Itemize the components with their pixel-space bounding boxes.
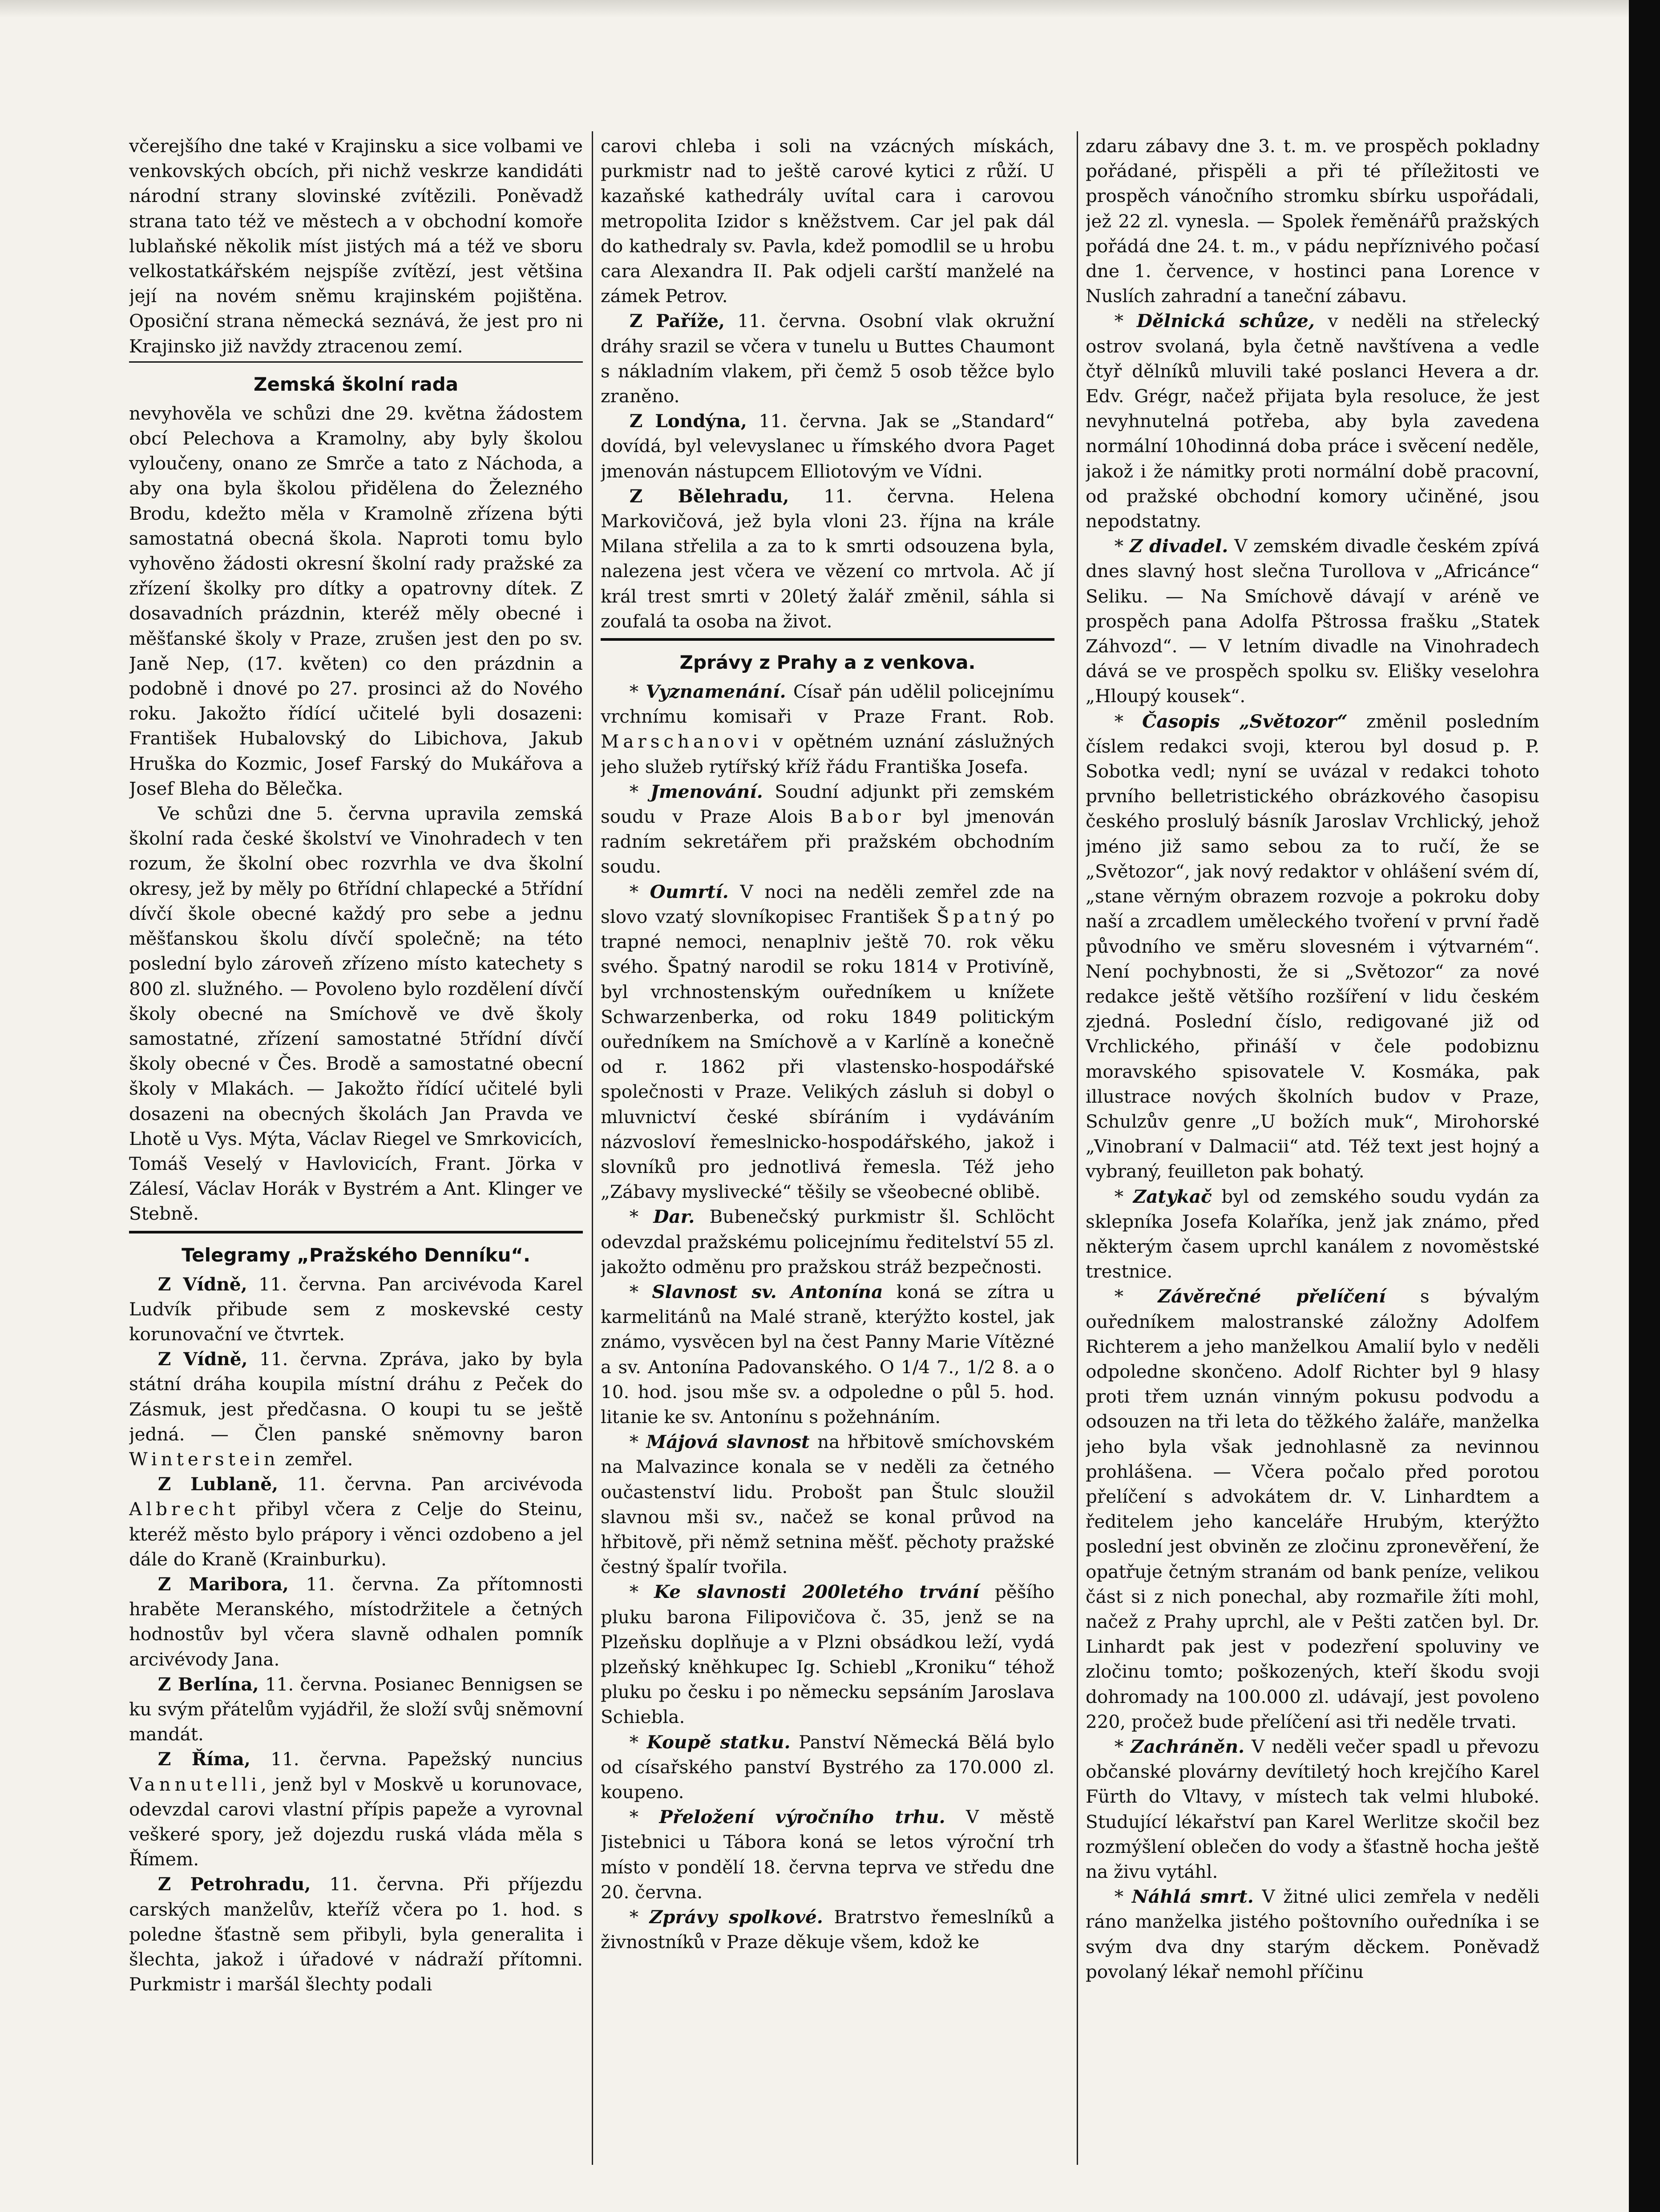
- telegram-place: Z Paříže,: [629, 310, 725, 332]
- news-text: koná se zítra u karmelitánů na Malé straně, kterýžto kostel, jak známo, vysvěcen byl na čest Panny Marie Vítězné a sv. Antonína Padovanského. O 1/4 7., 1/2 8. a o 10. hod. jsou mše sv. a odpoledne o půl 5. hod. litanie ke sv. Antonínu s požehnáním.: [601, 1281, 1054, 1427]
- heading-zpravy-z-prahy: Zprávy z Prahy a z venkova.: [679, 651, 976, 674]
- column-1: [129, 133, 583, 2163]
- news-title: Oumrtí.: [650, 881, 729, 902]
- news-text: Soudní adjunkt při zemském soudu v Praze Alois: [601, 780, 1054, 828]
- separator: [129, 361, 583, 363]
- news-title: Koupě statku.: [646, 1731, 791, 1753]
- telegram-ljubljana: [129, 1472, 583, 1572]
- news-nahla-smrt: * Náhlá smrt. V žitné ulici zemřela v neděli ráno manželka jistého poštovního ouředníka i se svým dva dny starým děckem. Poněvadž povolaný lékař nemohl příčinu: [1086, 1886, 1539, 1982]
- article-skolni-rada-2: Ve schůzi dne 5. června upravila zemská školní rada české školství ve Vinohradech v ten rozum, že školní obec rozvrhla ve dva školní okresy, jež by měly po 6třídní chlapecké a 5třídní dívčí škole obecné každý pro sebe a jednu měšťanskou školu dívčí společně; na této poslední bylo zároveň zřízeno místo katechety s 800 zl. služného. — Povoleno bylo rozdělení dívčí školy obecné na Smíchově ve dvě školy samostatné, zřízení samostatné 5třídní dívčí školy obecné v Čes. Brodě a samostatné obecní školy v Mlakách. — Jakožto řídící učitelé byli dosazeni na obecných školách Jan Pravda ve Lhotě u Vys. Mýta, Václav Riegel ve Smrkovicích, Tomáš Veselý v Havlovicích, Frant. Jörka v Zálesí, Václav Horák v Bystrém a Ant. Klinger ve Stebně.: [129, 803, 583, 1225]
- news-vyznamenani: * Vyznamenání. Císař pán udělil policejnímu vrchnímu komisaři v Praze Frant. Rob. Marschanovi v opětném uznání záslužných jeho služeb rytířský kříž řádu Františka Josefa.: [601, 681, 1054, 777]
- news-zatykac: * Zatykač byl od zemského soudu vydán za sklepníka Josefa Kolaříka, jenž jak známo, před některým časem uprchl kanálem z novoměstské trestnice.: [1086, 1185, 1539, 1282]
- news-text: byl od zemského soudu vydán za sklepníka Josefa Kolaříka, jenž jak známo, před některým časem uprchl kanálem z novoměstské trestnice.: [1086, 1185, 1539, 1282]
- news-text: V žitné ulici zemřela v neděli ráno manželka jistého poštovního ouředníka i se svým dva dny starým děckem. Poněvadž povolaný lékař nemohl příčinu: [1086, 1886, 1539, 1982]
- telegram-text: 11. června. Za přítomnosti hraběte Meranského, místodržitele a četných hodnostův byl včera slavně odhalen pomník arcivévody Jana.: [129, 1573, 583, 1670]
- news-text: Bratrstvo řemeslníků a živnostníků v Praze děkuje všem, kdož ke: [601, 1906, 1054, 1953]
- heading-telegramy: Telegramy „Pražského Denníku“.: [182, 1244, 530, 1266]
- article-skolni-rada-1: nevyhověla ve schůzi dne 29. května žádostem obcí Pelechova a Kramolny, aby byly školou vyloučeny, onano ze Smrče a tato z Náchoda, a aby ona byla školou přidělena do Železného Brodu, kdežto měla v Kramolně zřízena býti samostatná obecná škola. Naproti tomu bylo vyhověno žádosti okresní školní rady pražské za zřízení školky pro dítky a opatrovny dítek. Z dosavadních prázdnin, kteréž měly obecné i měšťanské školy v Praze, zrušen jest den po sv. Janě Nep, (17. květen) co den prázdnin a podobně i dnové po 27. prosinci až do Nového roku. Jakožto řídící učitelé byli dosazeni: František Hubalovský do Libichova, Jakub Hruška do Kozmic, Josef Farský do Mukářova a Josef Bleha do Bělečka.: [129, 402, 583, 799]
- news-dar: * Dar. Bubenečský purkmistr šl. Schlöcht odevzdal pražskému policejnímu ředitelství 55 zl. jakožto odměnu pro pražskou stráž bezpečnosti.: [601, 1206, 1054, 1278]
- telegram-rome: [129, 1747, 583, 1872]
- news-koupe-statku: * Koupě statku. Panství Německá Bělá bylo od císařského panství Bystrého za 170.000 zl. koupeno.: [601, 1731, 1054, 1803]
- news-text: V noci na neděli zemřel zde na slovo vzatý slovníkopisec František: [601, 881, 1054, 927]
- news-title: Vyznamenání.: [646, 681, 786, 703]
- news-jmenovani: * Jmenování. Soudní adjunkt při zemském soudu v Praze Alois Babor byl jmenován radním sekretářem při pražském obchodním soudu.: [601, 780, 1054, 878]
- news-oumrti: * Oumrtí. V noci na neděli zemřel zde na slovo vzatý slovníkopisec František Špatný po trapné nemoci, nenaplniv ještě 70. rok věku svého. Špatný narodil se roku 1814 v Protivíně, byl vrchnostenským ouředníkem u knížete Schwarzenberka, od roku 1849 politickým ouředníkem na Smíchově a v Karlíně a konečně od r. 1862 při vlastensko-hospodářské společnosti v Praze. Velikých zásluh si dobyl o mluvnictví české sbíráním i vydáváním názvosloví řemeslnicko-hospodářského, jakož i slovníků pro jednotlivá řemesla. Též jeho „Zábavy myslivecké“ těšily se všeobecné oblibě.: [601, 881, 1054, 1203]
- telegram-text: 11. června. Osobní vlak okružní dráhy srazil se včera v tunelu u Buttes Chaumont s nákladním vlakem, při čemž 5 osob těžce bylo zraněno.: [601, 310, 1054, 407]
- news-title: Zachráněn.: [1130, 1736, 1245, 1757]
- news-title: Zprávy spolkové.: [649, 1906, 823, 1928]
- telegram-place: Z Bělehradu,: [629, 485, 789, 507]
- telegram-text: , jenž byl v Moskvě u korunovace, odevzdal carovi vlastní přípis papeže a vyrovnal veškeré spory, jež dojezdu ruská vláda měla s Římem.: [129, 1773, 583, 1870]
- telegram-text: 11. června. Zpráva, jako by byla státní dráha koupila místní dráhu z Peček do Zásmuk, jest předčasna. O koupi tu se ještě jedná. — Člen panské sněmovny baron: [129, 1348, 583, 1445]
- telegram-text: 11. června. Pan arcivévoda: [278, 1473, 583, 1495]
- news-title: Ke slavnosti 200letého trvání: [654, 1581, 979, 1603]
- news-svetozor: * Časopis „Světozor“ změnil posledním číslem redakci svoji, kterou byl dosud p. P. Sobotka vedl; nyní se uvázal v redakci tohoto prvního belletristického obrázkového časopisu českého proslulý básník Jaroslav Vrchlický, jehož jméno již samo sebou za to ručí, že se „Světozor“, jak nový redaktor v ohlášení svém dí, „stane věrným obrazem rozvoje a pokroku doby naší a zrcadlem uměleckého tvoření v první řadě původního ve směru slovesném i výtvarném“. Není pochybnosti, že si „Světozor“ za nové redakce ještě většího rozšíření v lidu českém zjedná. Poslední číslo, redigované již od Vrchlického, přináší v čele podobiznu moravského spisovatele V. Kosmáka, pak illustrace nových školních budov v Praze, Schulzův genre „U božích muk“, Mirohorské „Vinobraní v Dalmacii“ atd. Též text jest hojný a vybraný, feuilleton pak bohatý.: [1086, 710, 1539, 1182]
- news-text: v opětném uznání záslužných jeho služeb rytířský kříž řádu Františka Josefa.: [601, 731, 1054, 777]
- news-title: Slavnost sv. Antonína: [652, 1281, 883, 1302]
- telegram-text: 11. června. Jak se „Standard“ dovídá, byl velevyslanec u římského dvora Paget jmenován nástupcem Elliotovým ve Vídni.: [601, 410, 1054, 482]
- telegram-london: [601, 408, 1054, 484]
- news-200-let: * Ke slavnosti 200letého trvání pěšího pluku barona Filipovičova č. 35, jenž se na Plzeňsku doplňuje a v Plzni obsádkou leží, vydá plzeňský kněhkupec Ig. Schiebl „Kroniku“ téhož pluku po česku i po německu sepsáním Jaroslava Schiebla.: [601, 1581, 1054, 1728]
- separator: [601, 638, 1054, 641]
- telegram-place: Z Říma,: [158, 1748, 251, 1770]
- telegram-name: Vannutelli: [129, 1773, 261, 1795]
- news-name: Špatný: [937, 906, 1024, 927]
- telegram-place: Z Maribora,: [158, 1573, 289, 1595]
- telegram-name: Albrecht: [129, 1498, 239, 1520]
- telegram-vienna-1: [129, 1272, 583, 1347]
- news-title: Dar.: [653, 1206, 695, 1228]
- telegram-place: Z Lublaně,: [158, 1473, 279, 1495]
- telegram-text: zemřel.: [279, 1448, 353, 1470]
- telegram-place: Z Petrohradu,: [158, 1873, 311, 1895]
- news-title: Májová slavnost: [646, 1431, 810, 1453]
- news-text: pěšího pluku barona Filipovičova č. 35, jenž se na Plzeňsku doplňuje a v Plzni obsádkou leží, vydá plzeňský kněhkupec Ig. Schiebl „Kroniku“ téhož pluku po česku i po německu sepsáním Jaroslava Schiebla.: [601, 1581, 1054, 1728]
- separator: [129, 1231, 583, 1233]
- telegram-text: 11. června. Pan arcivévoda Karel Ludvík přibude sem z moskevské cesty korunovační ve čtvrtek.: [129, 1273, 583, 1345]
- news-text: s bývalým ouředníkem malostranské záložny Adolfem Richterem a jeho manželkou Amalií bylo v neděli odpoledne skončeno. Adolf Richter byl 9 hlasy proti třem uznán vinným pokusu podvodu a odsouzen na tři leta do těžkého žaláře, manželka jeho byla však jednohlasně za nevinnou prohlášena. — Včera počalo před porotou přelíčení s advokátem dr. V. Linhardtem a ředitelem jeho kanceláře Hrubým, kterýžto poslední jest obviněn ze zločinu zpronevěření, že opatřuje četným stranám od bank peníze, velikou část si z nich ponechal, aby rozmařile žíti mohl, načež z Prahy uprchl, ale v Pešti zatčen byl. Dr. Linhardt pak jest v podezření spoluviny ve zločinu tomto; poškozených, kteří škodu svoji dohromady na 100.000 zl. udávají, jest povoleno 220, pročež bude přelíčení asi tři neděle trvati.: [1086, 1286, 1539, 1732]
- news-title: Náhlá smrt.: [1131, 1886, 1254, 1908]
- telegram-paris: [601, 308, 1054, 408]
- heading-zemska-skolni-rada: Zemská školní rada: [253, 373, 459, 395]
- news-text: na hřbitově smíchovském na Malvazince konala se v neděli za četného oučastenství lidu. Probošt pan Štulc sloužil slavnou mši sv., načež se konal průvod na hřbitově, při němž setnina měšť. pěchoty pražské čestný špalír tvořila.: [601, 1431, 1054, 1578]
- news-title: Přeložení výročního trhu.: [659, 1806, 945, 1828]
- news-title: Zatykač: [1133, 1185, 1212, 1207]
- telegram-text: přibyl včera z Celje do Steinu, kteréž město bylo prápory i věnci ozdobeno a jel dále do Kraně (Krainburku).: [129, 1498, 583, 1570]
- telegram-maribor: [129, 1572, 583, 1672]
- telegram-text: 11. června. Papežský nuncius: [250, 1748, 583, 1770]
- news-text: v neděli na střelecký ostrov svolaná, byla četně navštívena a vedle čtyř dělníků mluvili také poslanci Hevera a dr. Edv. Grégr, načež přijata byla resoluce, že jest nevyhnutelná potřeba, aby byla zavedena normální 10hodinná doba práce i svěcení neděle, jakož i že námitky proti normální době pracovní, od pražské obchodní komory učiněné, jsou nepodstatny.: [1086, 310, 1539, 532]
- news-prelozeni-trhu: * Přeložení výročního trhu. V městě Jistebnici u Tábora koná se letos výroční trh místo v pondělí 18. června teprva ve středu dne 20. června.: [601, 1806, 1054, 1903]
- scan-right-edge: [1629, 0, 1660, 2212]
- telegram-petrograd: [129, 1872, 583, 1997]
- news-text: Bubenečský purkmistr šl. Schlöcht odevzdal pražskému policejnímu ředitelství 55 zl. jakožto odměnu pro pražskou stráž bezpečnosti.: [601, 1206, 1054, 1278]
- news-z-divadel: * Z divadel. V zemském divadle českém zpívá dnes slavný host slečna Turollova v „Africánce“ Seliku. — Na Smíchově dávají v aréně ve prospěch pana Adolfa Pštrossa frašku „Statek Záhvozd“. — V letním divadle na Vinohradech dává se ve prospěch spolku sv. Elišky veselohra „Hloupý kousek“.: [1086, 535, 1539, 707]
- telegram-place: Z Vídně,: [158, 1273, 247, 1295]
- news-text: V zemském divadle českém zpívá dnes slavný host slečna Turollova v „Africánce“ Seliku. — Na Smíchově dávají v aréně ve prospěch pana Adolfa Pštrossa frašku „Statek Záhvozd“. — V letním divadle na Vinohradech dává se ve prospěch spolku sv. Elišky veselohra „Hloupý kousek“.: [1086, 535, 1539, 707]
- column-rule-2: [1077, 131, 1078, 2165]
- telegram-petrograd-continuation: carovi chleba i soli na vzácných mískách, purkmistr nad to ještě carové kytici z růží. U kazaňské kathedrály uvítal cara i carovou metropolita Izidor s kněžstvem. Car jel pak dál do kathedraly sv. Pavla, kdež pomodlil se u hrobu cara Alexandra II. Pak odjeli carští manželé na zámek Petrov.: [601, 135, 1054, 307]
- news-text: změnil posledním číslem redakci svoji, kterou byl dosud p. P. Sobotka vedl; nyní se uvázal v redakci tohoto prvního belletristického obrázkového časopisu českého proslulý básník Jaroslav Vrchlický, jehož jméno již samo sebou za to ručí, že se „Světozor“, jak nový redaktor v ohlášení svém dí, „stane věrným obrazem rozvoje a pokroku doby naší a zrcadlem uměleckého tvoření v první řadě původního ve směru slovesném i výtvarném“. Není pochybnosti, že si „Světozor“ za nové redakce ještě většího rozšíření v lidu českém zjedná. Poslední číslo, redigované již od Vrchlického, přináší v čele podobiznu moravského spisovatele V. Kosmáka, pak illustrace nových školních budov v Praze, Schulzův genre „U božích muk“, Mirohorské „Vinobraní v Dalmacii“ atd. Též text jest hojný a vybraný, feuilleton pak bohatý.: [1086, 710, 1539, 1182]
- news-slavnost-antonina: * Slavnost sv. Antonína koná se zítra u karmelitánů na Malé straně, kterýžto kostel, jak známo, vysvěcen byl na čest Panny Marie Vítězné a sv. Antonína Padovanského. O 1/4 7., 1/2 8. a o 10. hod. jsou mše sv. a odpoledne o půl 5. hod. litanie ke sv. Antonínu s požehnáním.: [601, 1281, 1054, 1427]
- column-rule-1: [592, 131, 593, 2165]
- article-krajinsko-continuation: včerejšího dne také v Krajinsku a sice volbami ve venkovských obcích, při nichž veskrze kandidáti národní strany slovinské zvítězili. Poněvadž strana tato též ve městech a v obchodní komoře lublaňské několik míst jistých má a též ve sboru velkostatkářském nejspíše zvítězí, jest většina její na novém sněmu krajinském pojištěna. Oposiční strana německá seznává, že jest pro ni Krajinsko již navždy ztracenou zemí.: [129, 135, 583, 357]
- telegram-text: 11. června. Helena Markovičová, jež byla vloni 23. října na krále Milana střelila a za to k smrti odsouzena byla, nalezena jest včera ve vězení co mrtvola. Ač jí král trest smrti v 20letý žalář změnil, sáhla si zoufalá ta osoba na život.: [601, 485, 1054, 632]
- news-title: Časopis „Světozor“: [1142, 710, 1348, 732]
- telegram-text: 11. června. Posianec Bennigsen se ku svým přátelům vyjádřil, že složí svůj sněmovní mandát.: [129, 1673, 583, 1745]
- telegram-place: Z Londýna,: [629, 410, 747, 432]
- telegram-text: 11. června. Při příjezdu carských manželův, kteříž včera po 1. hod. s poledne šťastně sem přibyli, byla generalita i šlechta, jakož i úřadové v nádraží přítomni. Purkmistr i maršál šlechty podali: [129, 1873, 583, 1995]
- news-text: Panství Německá Bělá bylo od císařského panství Bystrého za 170.000 zl. koupeno.: [601, 1731, 1054, 1803]
- news-title: Jmenování.: [650, 780, 763, 802]
- telegram-place: Z Berlína,: [158, 1673, 259, 1695]
- news-name: Babor: [830, 806, 905, 828]
- telegram-vienna-2: [129, 1347, 583, 1472]
- news-zachranen: * Zachráněn. V neděli večer spadl u převozu občanské plovárny devítiletý hoch krejčího Karel Fürth do Vltavy, v místech tak velmi hluboké. Studující lékařství pan Karel Werlitze skočil bez rozmýšlení oblečen do vody a šťastně hocha ještě na živu vytáhl.: [1086, 1736, 1539, 1883]
- column-3: [1086, 133, 1539, 2163]
- telegram-belgrade: [601, 484, 1054, 634]
- telegram-name: Winterstein: [129, 1448, 279, 1470]
- scan-top-edge: [0, 0, 1660, 18]
- news-text: byl jmenován radním sekretářem při pražském obchodním soudu.: [601, 806, 1054, 878]
- telegram-berlin: [129, 1672, 583, 1747]
- telegram-place: Z Vídně,: [158, 1348, 248, 1370]
- column-2: [601, 133, 1054, 2163]
- news-title: Z divadel.: [1129, 535, 1228, 557]
- news-title: Dělnická schůze,: [1136, 310, 1315, 332]
- news-title: Závěrečné přelíčení: [1158, 1286, 1386, 1307]
- news-name: Marschanovi: [601, 731, 762, 752]
- news-text: V neděli večer spadl u převozu občanské plovárny devítiletý hoch krejčího Karel Fürth do Vltavy, v místech tak velmi hluboké. Studující lékařství pan Karel Werlitze skočil bez rozmýšlení oblečen do vody a šťastně hocha ještě na živu vytáhl.: [1086, 1736, 1539, 1883]
- news-text: Císař pán udělil policejnímu vrchnímu komisaři v Praze Frant. Rob.: [601, 681, 1054, 728]
- news-majova-slavnost: * Májová slavnost na hřbitově smíchovském na Malvazince konala se v neděli za četného oučastenství lidu. Probošt pan Štulc sloužil slavnou mši sv., načež se konal průvod na hřbitově, při němž setnina měšť. pěchoty pražské čestný špalír tvořila.: [601, 1431, 1054, 1578]
- news-text: po trapné nemoci, nenaplniv ještě 70. rok věku svého. Špatný narodil se roku 1814 v Protivíně, byl vrchnostenským ouředníkem u knížete Schwarzenberka, od roku 1849 politickým ouředníkem na Smíchově a v Karlíně a konečně od r. 1862 při vlastensko-hospodářské společnosti v Praze. Velikých zásluh si dobyl o mluvnictví české sbíráním i vydáváním názvosloví řemeslnicko-hospodářského, jakož i slovníků pro jednotlivá řemesla. Též jeho „Zábavy myslivecké“ těšily se všeobecné oblibě.: [601, 906, 1054, 1203]
- news-text: V městě Jistebnici u Tábora koná se letos výroční trh místo v pondělí 18. června teprva ve středu dne 20. června.: [601, 1806, 1054, 1903]
- news-zaverecne-prelicen: * Závěrečné přelíčení s bývalým ouředníkem malostranské záložny Adolfem Richterem a jeho manželkou Amalií bylo v neděli odpoledne skončeno. Adolf Richter byl 9 hlasy proti třem uznán vinným pokusu podvodu a odsouzen na tři leta do těžkého žaláře, manželka jeho byla však jednohlasně za nevinnou prohlášena. — Včera počalo před porotou přelíčení s advokátem dr. V. Linhardtem a ředitelem jeho kanceláře Hrubým, kterýžto poslední jest obviněn ze zločinu zpronevěření, že opatřuje četným stranám od bank peníze, velikou část si z nich ponechal, aby rozmařile žíti mohl, načež z Prahy uprchl, ale v Pešti zatčen byl. Dr. Linhardt pak jest v podezření spoluviny ve zločinu tomto; poškozených, kteří škodu svoji dohromady na 100.000 zl. udávají, jest povoleno 220, pročež bude přelíčení asi tři neděle trvati.: [1086, 1286, 1539, 1732]
- news-zpravy-spolkove: * Zprávy spolkové. Bratrstvo řemeslníků a živnostníků v Praze děkuje všem, kdož ke: [601, 1906, 1054, 1953]
- news-delnicka-schuze: * Dělnická schůze, v neděli na střelecký ostrov svolaná, byla četně navštívena a vedle čtyř dělníků mluvili také poslanci Hevera a dr. Edv. Grégr, načež přijata byla resoluce, že jest nevyhnutelná potřeba, aby byla zavedena normální 10hodinná doba práce i svěcení neděle, jakož i že námitky proti normální době pracovní, od pražské obchodní komory učiněné, jsou nepodstatny.: [1086, 310, 1539, 532]
- news-spolkove-continuation: zdaru zábavy dne 3. t. m. ve prospěch pokladny pořádané, přispěli a při té příležitosti ve prospěch vánočního stromku sbírku uspořádali, jež 22 zl. vynesla. — Spolek řeměnářů pražských pořádá dne 24. t. m., v pádu nepříznivého počasí dne 1. července, v hostinci pana Lorence v Nuslích zahradní a taneční zábavu.: [1086, 135, 1539, 307]
